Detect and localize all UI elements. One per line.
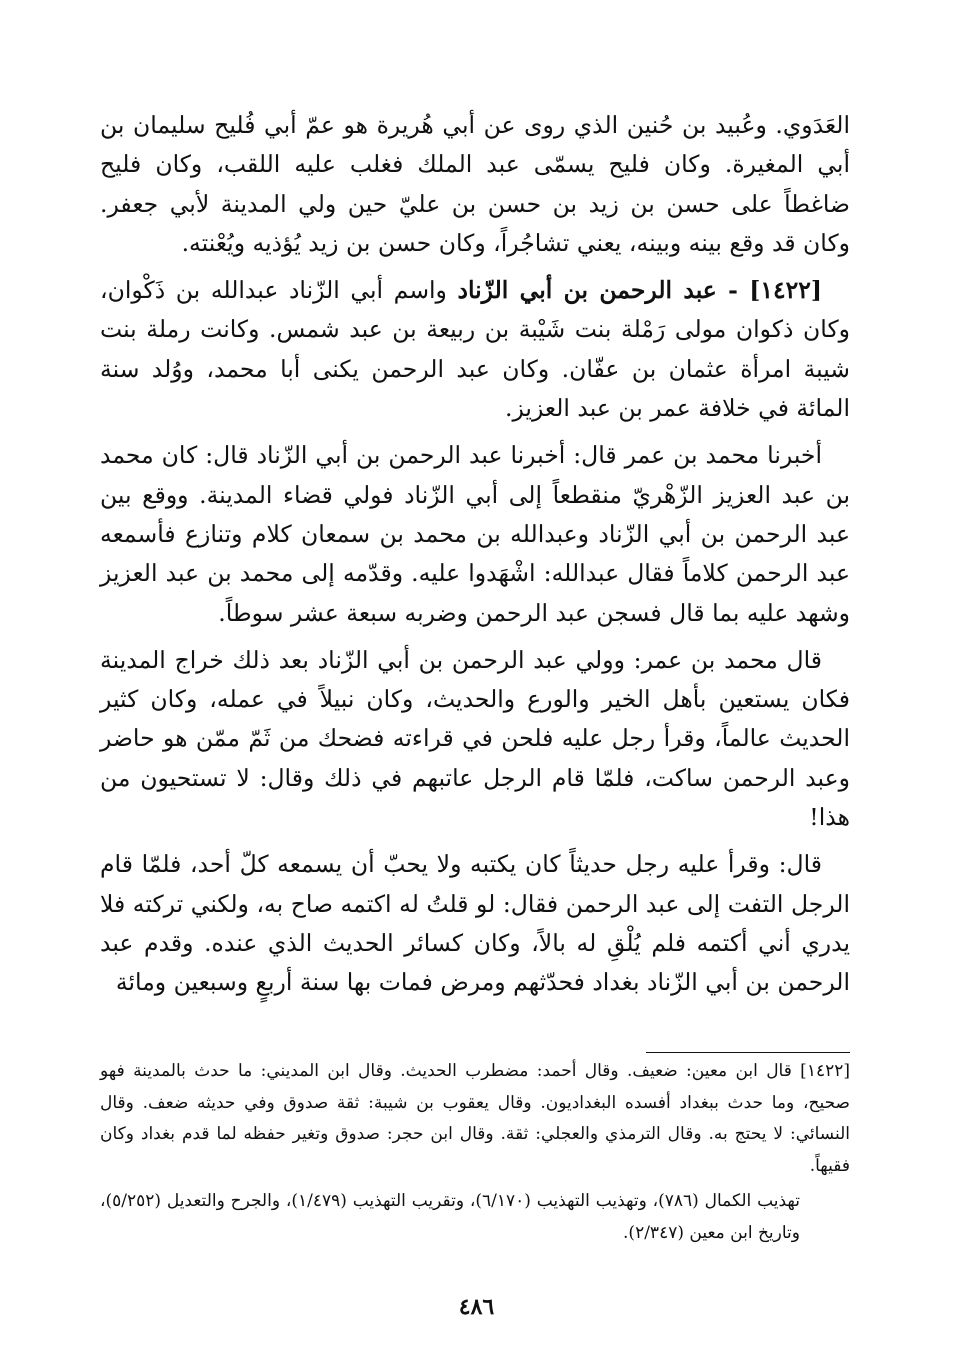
entry-body: واسم أبي الزّناد عبدالله بن ذَكْوان، وكان ذكوان مولى رَمْلة بنت شَيْبة بن ربيعة بن عبد شمس. وكانت رملة بنت شيبة امرأة عثمان بن عفّان. وكان عبد الرحمن يكنى أبا محمد، ووُلد سنة المائة في خلافة عمر بن عبد العزيز. bbox=[100, 276, 850, 423]
footnote-divider bbox=[646, 1052, 850, 1053]
biography-entry bbox=[100, 271, 850, 428]
footnotes bbox=[100, 1056, 850, 1253]
paragraph: أخبرنا محمد بن عمر قال: أخبرنا عبد الرحمن بن أبي الزّناد قال: كان محمد بن عبد العزيز الزّهْريّ منقطعاً إلى أبي الزّناد فولي قضاء المدينة. ووقع بين عبد الرحمن بن أبي الزّناد وعبدالله بن محمد بن سمعان كلام وتنازع فأسمعه عبد الرحمن كلاماً فقال عبدالله: اشْهَدوا عليه. وقدّمه إلى محمد بن عبد العزيز وشهد عليه بما قال فسجن عبد الرحمن وضربه سبعة عشر سوطاً. bbox=[100, 441, 850, 627]
paragraph: قال: وقرأ عليه رجل حديثاً كان يكتبه ولا يحبّ أن يسمعه كلّ أحد، فلمّا قام الرجل التفت إلى عبد الرحمن فقال: لو قلتُ له اكتمه صاح به، ولكني تركته فلا يدري أني أكتمه فلم يُلْقِ له بالاً، وكان كسائر الحديث الذي عنده. وقدم عبد الرحمن بن أبي الزّناد بغداد فحدّثهم ومرض فمات بها سنة أربعٍ وسبعين ومائة bbox=[100, 850, 850, 997]
footnote-references: تهذيب الكمال (٧٨٦)، وتهذيب التهذيب (٦/١٧٠)، وتقريب التهذيب (١/٤٧٩)، والجرح والتعديل (٥/٢٥٢)، وتاريخ ابن معين (٢/٣٤٧). bbox=[100, 1191, 800, 1243]
paragraph: قال محمد بن عمر: وولي عبد الرحمن بن أبي الزّناد بعد ذلك خراج المدينة فكان يستعين بأهل الخير والورع والحديث، وكان نبيلاً في عمله، وكان كثير الحديث عالماً، وقرأ رجل عليه فلحن في قراءته فضحك من ثَمّ ممّن هو حاضر وعبد الرحمن ساكت، فلمّا قام الرجل عاتبهم في ذلك وقال: لا تستحيون من هذا! bbox=[100, 645, 850, 832]
entry-heading: [١٤٢٢] - عبد الرحمن بن أبي الزّناد bbox=[457, 276, 822, 305]
page-number: ٤٨٦ bbox=[458, 1294, 495, 1320]
paragraph: العَدَوي. وعُبيد بن حُنين الذي روى عن أبي هُريرة هو عمّ أبي فُليح سليمان بن أبي المغيرة. وكان فليح يسمّى عبد الملك فغلب عليه اللقب، وكان فليح ضاغطاً على حسن بن زيد بن حسن بن عليّ حين ولي المدينة لأبي جعفر. وكان قد وقع بينه وبينه، يعني تشاجُراً، وكان حسن بن زيد يُؤذيه ويُعْنته. bbox=[100, 111, 850, 257]
footnote: [١٤٢٢] قال ابن معين: ضعيف. وقال أحمد: مضطرب الحديث. وقال ابن المديني: ما حدث بالمدينة فهو صحيح، وما حدث ببغداد أفسده البغداديون. وقال يعقوب بن شيبة: ثقة صدوق وفي حديثه ضعف. وقال النسائي: لا يحتج به. وقال الترمذي والعجلي: ثقة. وقال ابن حجر: صدوق وتغير حفظه لما قدم بغداد وكان فقيهاً. bbox=[100, 1061, 850, 1176]
main-text bbox=[100, 106, 850, 1011]
